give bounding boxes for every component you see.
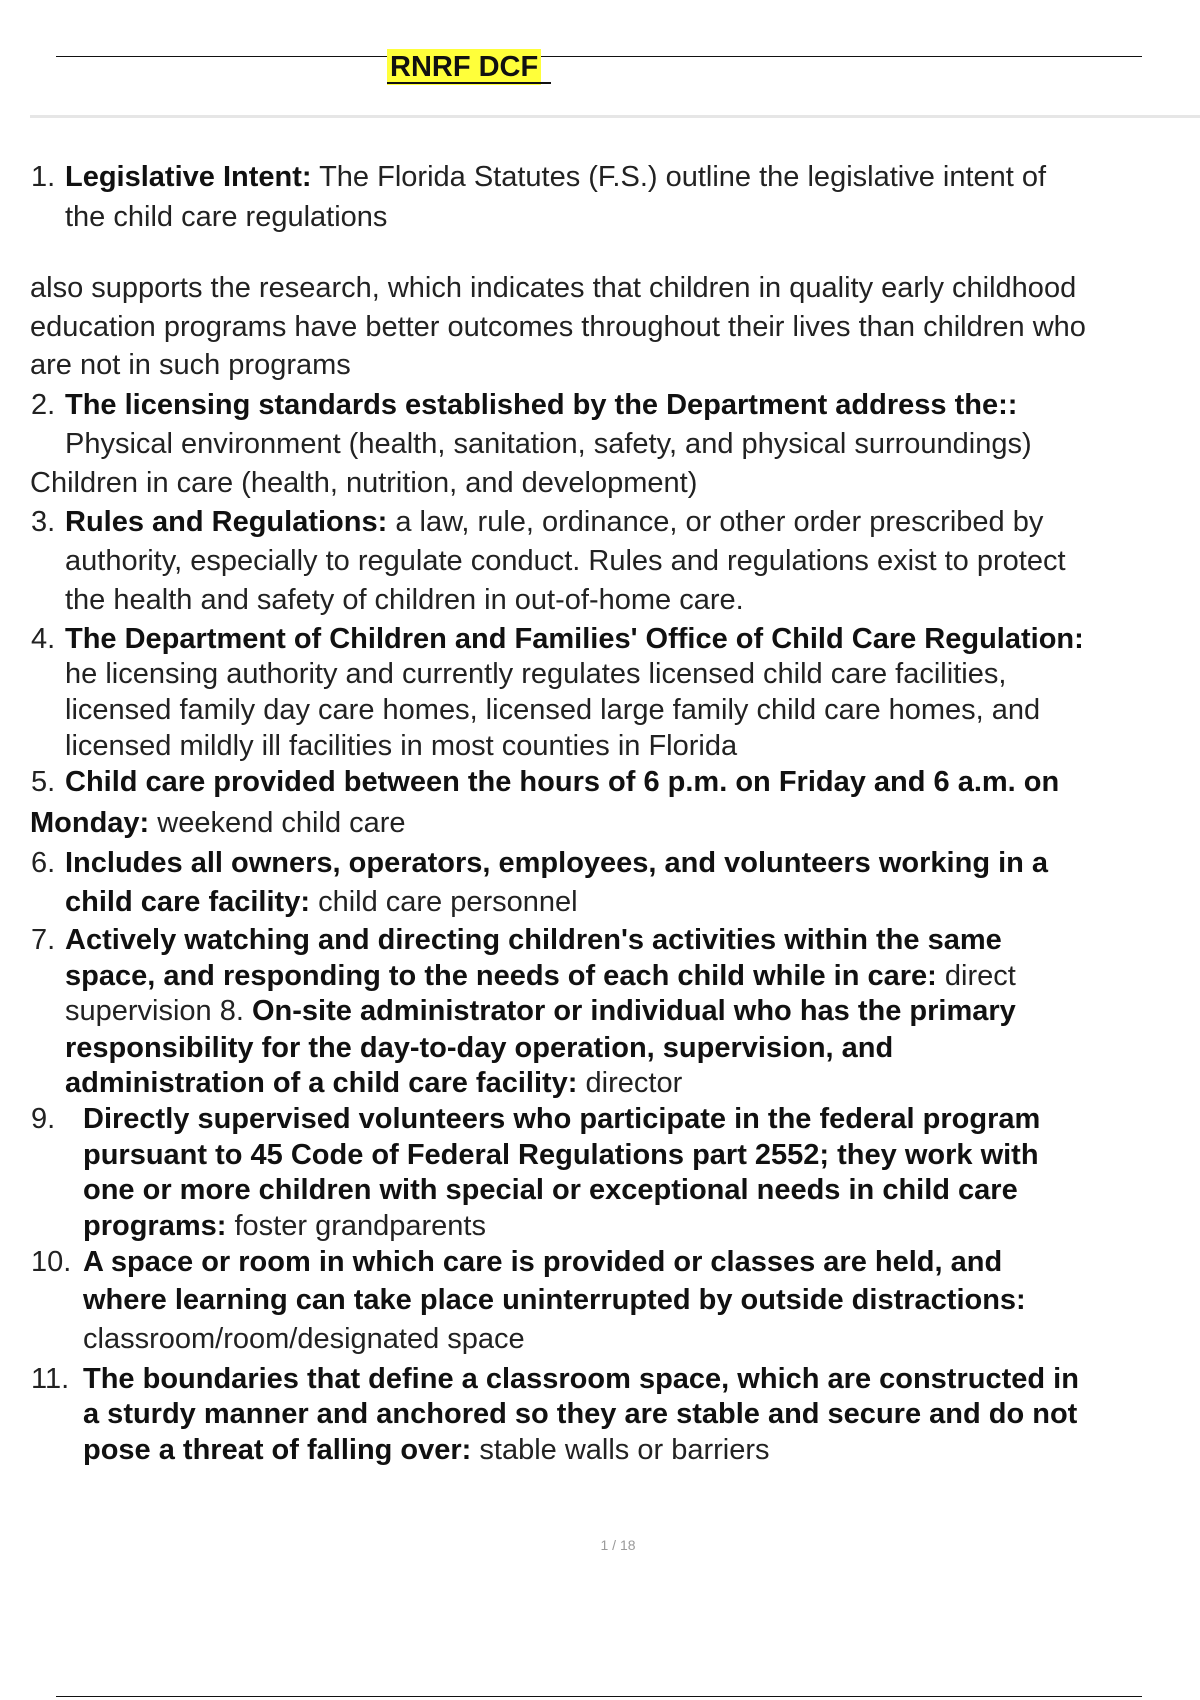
item-line xyxy=(65,159,1046,195)
item-definition: director xyxy=(585,1067,683,1099)
paragraph-text: also supports the research, which indicates that children in quality early childhood xyxy=(30,272,1077,304)
item-number: 7. xyxy=(31,924,56,956)
paragraph-text: are not in such programs xyxy=(30,349,351,381)
item-definition: licensed family day care homes, licensed large family child care homes, and xyxy=(65,694,1041,726)
top-rule xyxy=(56,56,1142,57)
item-definition: the child care regulations xyxy=(65,201,388,233)
item-term: The licensing standards established by the Department address the:: xyxy=(65,389,1018,421)
item-definition: authority, especially to regulate conduct. Rules and regulations exist to protect xyxy=(65,545,1066,577)
item-definition: he licensing authority and currently regulates licensed child care facilities, xyxy=(65,658,1007,690)
item-term: Legislative Intent: xyxy=(65,161,312,193)
item-term: A space or room in which care is provided or classes are held, and xyxy=(83,1246,1003,1278)
item-term: The Department of Children and Families' Office of Child Care Regulation: xyxy=(65,623,1084,655)
item-term: space, and responding to the needs of each child while in care: xyxy=(65,960,937,992)
item-term: pursuant to 45 Code of Federal Regulations part 2552; they work with xyxy=(83,1139,1039,1171)
item-term: programs: xyxy=(83,1210,227,1242)
item-number: 4. xyxy=(31,623,56,655)
item-term: On-site administrator or individual who has the primary xyxy=(252,995,1016,1027)
item-number: 10. xyxy=(31,1246,72,1278)
item-definition: The Florida Statutes (F.S.) outline the legislative intent of xyxy=(319,161,1047,193)
item-definition: Children in care (health, nutrition, and development) xyxy=(30,467,698,499)
item-term: administration of a child care facility: xyxy=(65,1067,578,1099)
item-term: child care facility: xyxy=(65,886,310,918)
item-number: 3. xyxy=(31,506,56,538)
item-number: 6. xyxy=(31,847,56,879)
page-number: 1 / 18 xyxy=(600,1537,636,1553)
item-number: 1. xyxy=(31,161,56,193)
item-definition: child care personnel xyxy=(318,886,578,918)
item-term: Rules and Regulations: xyxy=(65,506,388,538)
item-definition: stable walls or barriers xyxy=(479,1434,770,1466)
item-number: 11. xyxy=(31,1363,70,1395)
item-term: The boundaries that define a classroom space, which are constructed in xyxy=(83,1363,1079,1395)
item-term: Child care provided between the hours of 6 p.m. on Friday and 6 a.m. on xyxy=(65,766,1060,798)
item-term: where learning can take place uninterrupted by outside distractions: xyxy=(83,1284,1026,1316)
item-definition: the health and safety of children in out-of-home care. xyxy=(65,584,744,616)
item-definition: foster grandparents xyxy=(234,1210,486,1242)
item-definition: licensed mildly ill facilities in most counties in Florida xyxy=(65,730,738,762)
item-definition: a law, rule, ordinance, or other order prescribed by xyxy=(395,506,1044,538)
header-divider xyxy=(30,115,1200,118)
bottom-rule xyxy=(56,1696,1142,1697)
item-term: responsibility for the day-to-day operation, supervision, and xyxy=(65,1032,894,1064)
item-definition: supervision xyxy=(65,995,212,1027)
item-term: Monday: xyxy=(30,807,150,839)
item-definition: direct xyxy=(944,960,1016,992)
item-term: a sturdy manner and anchored so they are stable and secure and do not xyxy=(83,1398,1078,1430)
item-number: 2. xyxy=(31,389,56,421)
item-term: Directly supervised volunteers who participate in the federal program xyxy=(83,1103,1041,1135)
item-term: pose a threat of falling over: xyxy=(83,1434,472,1466)
item-number: 5. xyxy=(31,766,56,798)
item-definition: Physical environment (health, sanitation, safety, and physical surroundings) xyxy=(65,428,1032,460)
item-definition: classroom/room/designated space xyxy=(83,1323,525,1355)
item-term: Actively watching and directing children's activities within the same xyxy=(65,924,1002,956)
item-term: one or more children with special or exceptional needs in child care xyxy=(83,1174,1018,1206)
item-term: Includes all owners, operators, employees, and volunteers working in a xyxy=(65,847,1049,879)
paragraph-text: education programs have better outcomes throughout their lives than children who xyxy=(30,311,1086,343)
item-number: 8. xyxy=(219,995,244,1027)
item-number: 9. xyxy=(31,1103,56,1135)
title-underline xyxy=(387,82,551,84)
item-definition: weekend child care xyxy=(157,807,406,839)
document-title: RNRF DCF xyxy=(387,49,541,85)
